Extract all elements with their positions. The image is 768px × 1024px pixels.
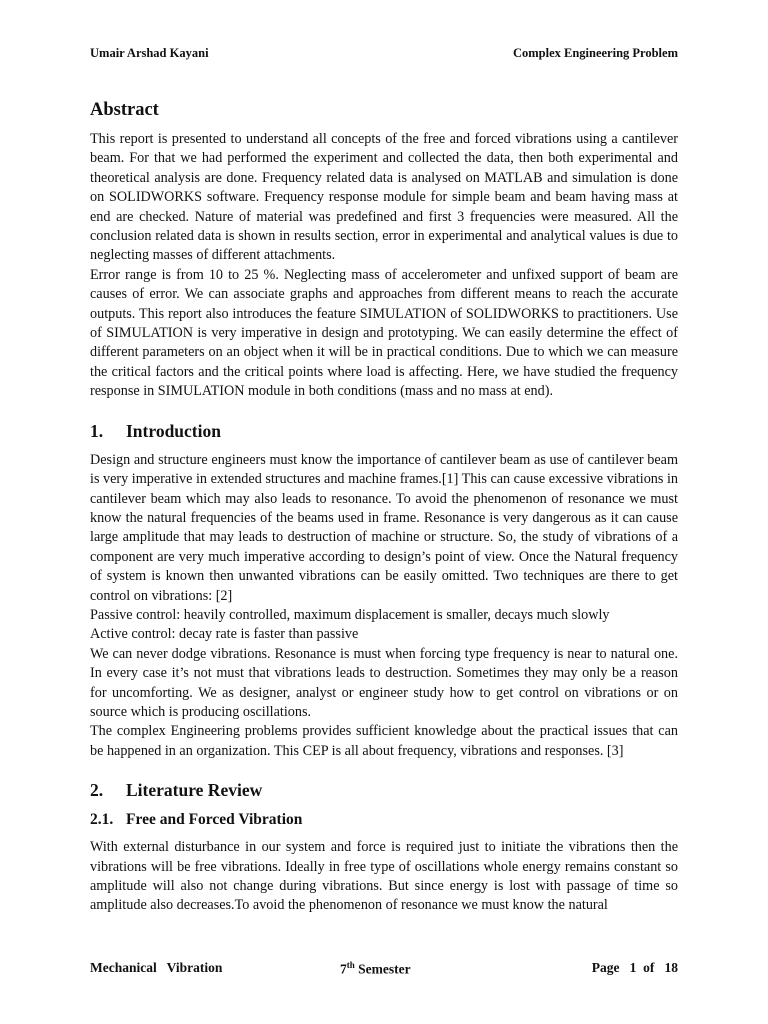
abstract-heading: Abstract	[90, 100, 159, 120]
abstract-paragraph-1: This report is presented to understand all concepts of the free and forced vibrations using a cantilever beam. For that we had performed the experiment and collected the data, then both experimental and theoretical analysis are done. Frequency related data is analysed on MATLAB and simulation is done on SOLIDWORKS software. Frequency response module for simple beam and beam having mass at end are checked. Nature of material was predefined and first 3 frequencies were measured. All the conclusion related data is shown in results section, error in experimental and analytical values is due to neglecting masses of different attachments.	[90, 131, 678, 264]
literature-paragraph: With external disturbance in our system and force is required just to initiate the vibrations then the vibrations will be free vibrations. Ideally in free type of oscillations whole energy remains constant so amplitude will also not change during vibrations. But since energy is lost with passage of time so amplitude also decreases.To avoid the phenomenon of resonance we must know the natural	[90, 839, 678, 914]
subsection-heading	[90, 810, 678, 830]
introduction-paragraph-4: We can never dodge vibrations. Resonance is must when forcing type frequency is near to natural one. In every case it’s not must that vibrations leads to destruction. Sometimes they may only be a reason for uncomforting. We as designer, analyst or engineer study how to get control on vibrations or on source which is producing oscillations.	[90, 645, 678, 720]
literature-heading	[90, 779, 678, 801]
header-doc-title: Complex Engineering Problem	[512, 46, 678, 60]
subsection-number: 2.1.	[90, 811, 114, 829]
footer-semester-label: Semester	[358, 961, 411, 977]
footer-semester-number: 7	[340, 961, 347, 977]
page-content	[90, 98, 678, 916]
footer-semester-suffix: th	[346, 960, 355, 970]
header-author: Umair Arshad Kayani	[90, 46, 209, 60]
abstract-paragraph-2: Error range is from 10 to 25 %. Neglecting mass of accelerometer and unfixed support of beam are causes of error. We can associate graphs and approaches from different means to reach the accurate outputs. This report also introduces the feature SIMULATION of SOLIDWORKS to practitioners. Use of SIMULATION is very imperative in design and prototyping. We can easily determine the effect of different parameters on an object when it will be in practical conditions. Due to which we can measure the critical factors and the critical points where load is affecting. Here, we have studied the frequency response in SIMULATION module in both conditions (mass and no mass at end).	[90, 266, 678, 400]
footer-page-number: Page 1 of 18	[591, 960, 678, 975]
literature-title: Literature Review	[126, 780, 263, 801]
introduction-title: Introduction	[126, 420, 221, 441]
introduction-paragraph-5: The complex Engineering problems provides sufficient knowledge about the practical issues that can be happened in an organization. This CEP is all about frequency, vibrations and responses. [3]	[90, 723, 678, 759]
introduction-active-control: Active control: decay rate is faster than passive	[90, 626, 359, 643]
literature-number: 2.	[90, 780, 104, 801]
subsection-title: Free and Forced Vibration	[126, 811, 303, 829]
introduction-heading	[90, 420, 678, 442]
footer-semester	[340, 960, 411, 978]
footer-course: Mechanical Vibration	[90, 960, 223, 975]
introduction-passive-control: Passive control: heavily controlled, maximum displacement is smaller, decays much slowly	[90, 606, 610, 623]
introduction-paragraph-1: Design and structure engineers must know the importance of cantilever beam as use of cantilever beam is very imperative in extended structures and machine frames.[1] This can cause excessive vibrations in cantilever beam which may also leads to resonance. To avoid the phenomenon of resonance we must know the natural frequencies of the beams used in frame. Resonance is very dangerous as it can cause large amplitude that may leads to destruction of machine or structure. So, the study of vibrations of a component are very much imperative according to design’s point of view. Once the Natural frequency of system is known then unwanted vibrations can be easily omitted. Two techniques are there to get control on vibrations: [2]	[90, 451, 678, 604]
introduction-number: 1.	[90, 420, 104, 441]
